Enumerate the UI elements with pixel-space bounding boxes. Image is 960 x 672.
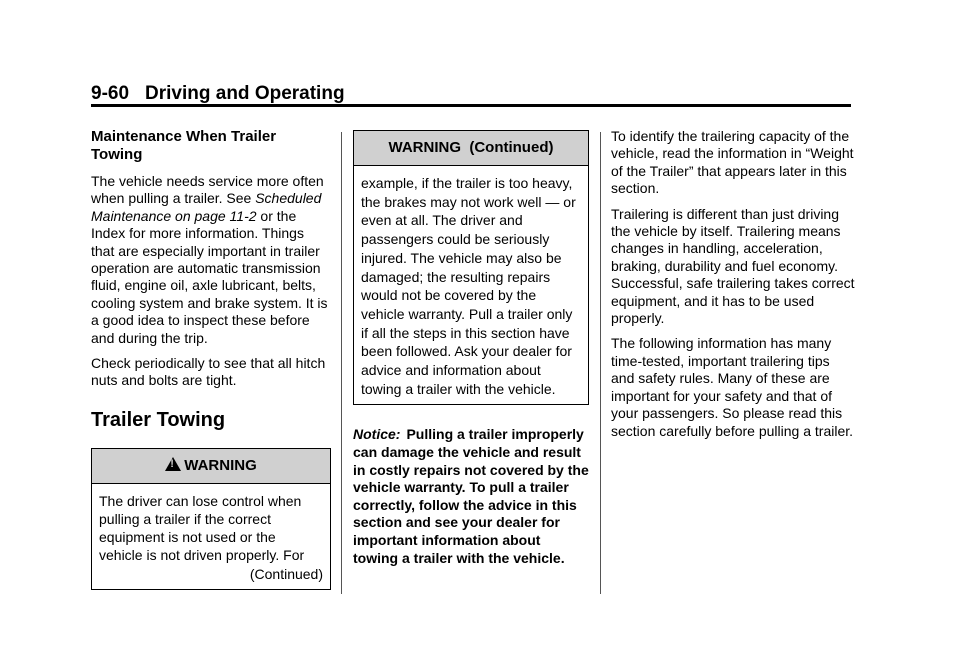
warning-continued-body: example, if the trailer is too heavy, the brakes may not work well — or even at all. The driver and passengers could be seriously injured. The vehicle may also be damaged; the resulting repairs would not be covered by the vehicle warranty. Pull a trailer only if all the steps in this section have been followed. Ask your dealer for advice and information about towing a trailer with the vehicle.: [361, 175, 576, 397]
column-middle: [353, 130, 589, 567]
column-right: [611, 128, 855, 448]
column-left: [91, 128, 331, 590]
page-number: 9-60: [91, 83, 130, 104]
column-divider: [600, 132, 601, 594]
column-divider: [341, 132, 342, 594]
maintenance-heading: Maintenance When Trailer Towing: [91, 128, 277, 163]
warning-box: [91, 448, 331, 590]
scheduled-maintenance-link[interactable]: Scheduled Maintenance on page 11-2: [91, 190, 322, 224]
warning-continued-box: [353, 130, 589, 405]
warning-body: The driver can lose control when pulling a trailer if the correct equipment is not used or the vehicle is not driven properly. For (Continued): [99, 492, 323, 582]
notice-text: Pulling a trailer improperly can damage the vehicle and result in costly repairs not covered by the vehicle warranty. To pull a trailer correctly, follow the advice in this section and see your dealer for important information about towing a trailer with the vehicle.: [353, 426, 589, 566]
warning-continued-header: WARNING (Continued): [354, 131, 588, 166]
section-title: Driving and Operating: [145, 83, 345, 104]
notice-block: [353, 426, 589, 567]
trailering-paragraph: Trailering is different than just driving the vehicle by itself. Trailering means changes in handling, acceleration, braking, durability and fuel economy. Successful, safe trailering takes correct equipment, and it has to be used properly.: [611, 205, 855, 327]
trailer-towing-heading: Trailer Towing: [91, 408, 226, 431]
capacity-paragraph: To identify the trailering capacity of the vehicle, read the information in “Weight of the Trailer” that appears later in this section.: [611, 128, 854, 197]
tips-paragraph: The following information has many time-tested, important trailering tips and safety rules. Many of these are important for your safety and that of your passengers. So please read this section carefully before pulling a trailer.: [611, 335, 854, 439]
hitch-paragraph: Check periodically to see that all hitch nuts and bolts are tight.: [91, 355, 326, 389]
warning-title: WARNING: [184, 456, 257, 474]
notice-label: Notice:: [353, 426, 401, 443]
warning-triangle-icon: [165, 457, 181, 471]
maintenance-paragraph: The vehicle needs service more often when pulling a trailer. See Scheduled Maintenance on page 11-2 or the Index for more information. Things that are especially important in trailer operation are automatic transmission fluid, engine oil, axle lubricant, belts, cooling system and brake system. It is a good idea to inspect these before and during the trip.: [91, 173, 328, 346]
warning-header: [92, 449, 330, 484]
continued-label: (Continued): [249, 565, 323, 582]
header-rule: [91, 104, 851, 107]
